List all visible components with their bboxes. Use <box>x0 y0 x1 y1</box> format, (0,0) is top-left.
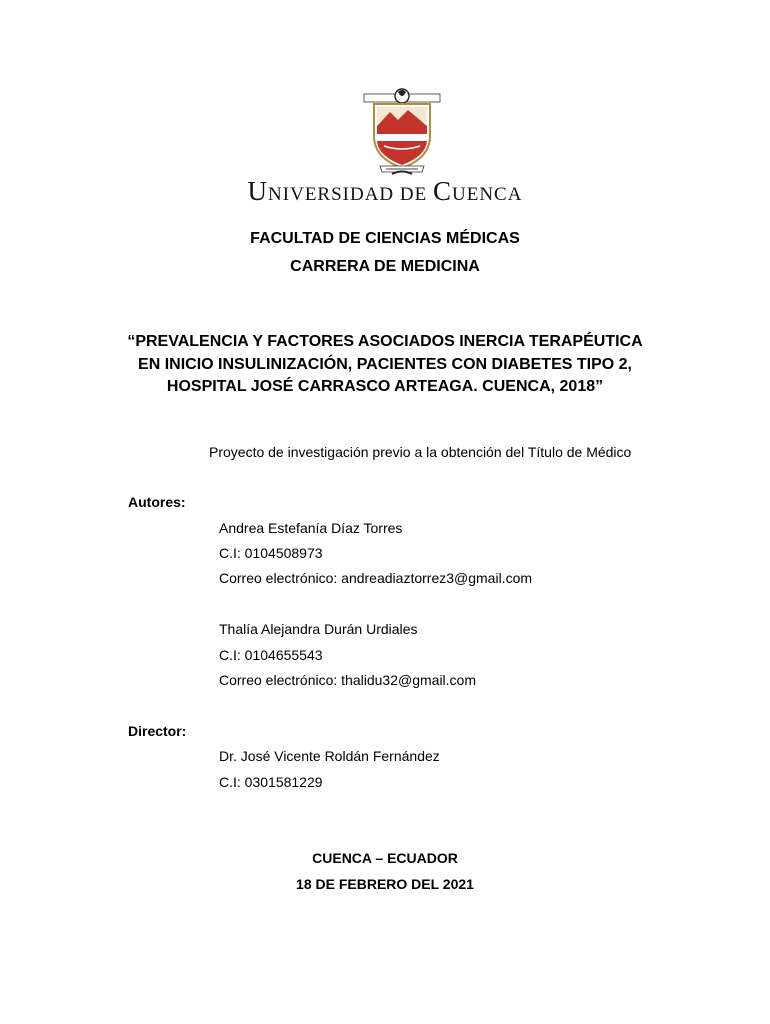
career-heading: CARRERA DE MEDICINA <box>290 258 480 275</box>
author-1-name: Andrea Estefanía Díaz Torres <box>219 520 403 536</box>
university-seal-icon <box>362 86 442 178</box>
university-name-initial-1: U <box>247 176 269 206</box>
author-2-name: Thalía Alejandra Durán Urdiales <box>219 621 418 637</box>
author-1-ci: C.I: 0104508973 <box>219 545 323 561</box>
director-ci: C.I: 0301581229 <box>219 774 323 790</box>
thesis-title: “PREVALENCIA Y FACTORES ASOCIADOS INERCIA TERAPÉUTICA EN INICIO INSULINIZACIÓN, PACIENTES CON DIABETES TIPO 2, HOSPITAL JOSÉ CARRASCO ARTEAGA. CUENCA, 2018” <box>127 333 643 395</box>
authors-label: Autores: <box>128 494 186 510</box>
author-1-email: Correo electrónico: andreadiaztorrez3@gmail.com <box>219 570 533 586</box>
director-label: Director: <box>128 723 187 739</box>
university-name <box>0 176 770 207</box>
university-name-part-1: NIVERSIDAD DE <box>268 184 433 205</box>
faculty-heading: FACULTAD DE CIENCIAS MÉDICAS <box>250 230 520 247</box>
author-2-email: Correo electrónico: thalidu32@gmail.com <box>219 672 476 688</box>
footer-date: 18 DE FEBRERO DEL 2021 <box>296 876 474 892</box>
university-name-part-2: UENCA <box>452 184 523 205</box>
thesis-subtitle: Proyecto de investigación previo a la obtención del Título de Médico <box>209 444 632 460</box>
university-name-initial-2: C <box>432 176 452 206</box>
director-name: Dr. José Vicente Roldán Fernández <box>219 748 440 764</box>
footer-place: CUENCA – ECUADOR <box>312 850 458 866</box>
author-2-ci: C.I: 0104655543 <box>219 647 323 663</box>
